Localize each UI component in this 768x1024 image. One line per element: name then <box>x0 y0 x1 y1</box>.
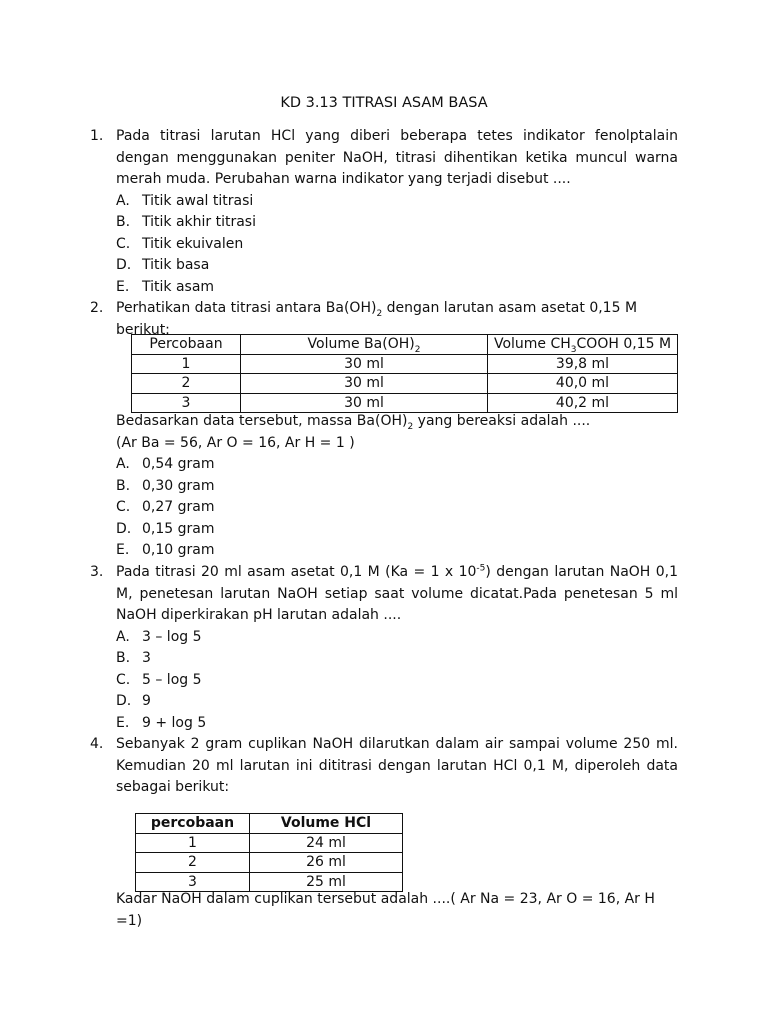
question-number: 1. <box>90 128 104 144</box>
table-row: 3 30 ml 40,2 ml <box>132 393 678 413</box>
question-1 <box>90 126 678 298</box>
table-row: 1 30 ml 39,8 ml <box>132 354 678 374</box>
table-header: percobaan <box>136 814 250 834</box>
option-a: A. 0,54 gram <box>116 456 215 472</box>
question-4 <box>90 734 678 799</box>
question-text: Sebanyak 2 gram cuplikan NaOH dilarutkan dalam air sampai volume 250 ml. Kemudian 20 ml larutan ini dititrasi dengan larutan HCl 0,1 M, diperoleh data sebagai berikut: <box>116 736 678 795</box>
option-b: B. 3 <box>116 650 151 666</box>
titration-table-2 <box>135 813 403 892</box>
table-header: Volume $CH_3COOH$ 0,15 M <box>488 335 678 355</box>
table-header: Percobaan <box>132 335 241 355</box>
question-text: Kadar NaOH dalam cuplikan tersebut adalah ....( Ar Na = 23, Ar O = 16, Ar H =1) <box>116 891 655 929</box>
table-header: Volume HCl <box>250 814 403 834</box>
option-d: D. Titik basa <box>116 257 210 273</box>
table-row: 1 24 ml <box>136 833 403 853</box>
option-b: B. Titik akhir titrasi <box>116 214 256 230</box>
table-row: 2 26 ml <box>136 853 403 873</box>
table-row: 2 30 ml 40,0 ml <box>132 374 678 394</box>
question-text: Bedasarkan data tersebut, massa $Ba(OH)_2$ yang bereaksi adalah .... <box>116 413 591 432</box>
question-text: Perhatikan data titrasi antara $Ba(OH)_2$ dengan larutan asam asetat 0,15 M berikut: <box>116 300 638 338</box>
option-a: A. Titik awal titrasi <box>116 192 254 209</box>
option-b: B. 0,30 gram <box>116 477 215 494</box>
option-e: E. Titik asam <box>116 278 215 295</box>
question-number: 2. <box>90 300 104 316</box>
option-c: C. 0,27 gram <box>116 499 215 515</box>
option-c: C. Titik ekuivalen <box>116 235 244 252</box>
table-header: Volume $Ba(OH)_2$ <box>241 335 488 355</box>
option-d: D. 9 <box>116 693 151 709</box>
question-number: 3. <box>90 564 104 580</box>
question-2-continued <box>90 411 678 562</box>
table-row: 3 25 ml <box>136 872 403 892</box>
question-number: 4. <box>90 736 104 752</box>
titration-table-1 <box>131 334 678 413</box>
option-a: A. 3 – log 5 <box>116 628 202 645</box>
question-text: Pada titrasi larutan HCl yang diberi beberapa tetes indikator fenolptalain dengan menggunakan peniter NaOH, titrasi dihentikan ketika muncul warna merah muda. Perubahan warna indikator yang terjadi disebut .... <box>116 128 678 187</box>
option-e: E. 9 + log 5 <box>116 714 207 731</box>
document-title: KD 3.13 TITRASI ASAM BASA <box>280 95 488 111</box>
atomic-mass-note: (Ar Ba = 56, Ar O = 16, Ar H = 1 ) <box>116 434 355 451</box>
option-d: D. 0,15 gram <box>116 520 215 537</box>
option-c: C. 5 – log 5 <box>116 671 202 688</box>
question-4-continued <box>90 889 678 932</box>
question-text: Pada titrasi 20 ml asam asetat 0,1 M (Ka = 1 x $10^{-5}$) dengan larutan NaOH 0,1 M, penetesan larutan NaOH setiap saat volume dicatat.Pada penetesan 5 ml NaOH diperkirakan pH larutan adalah .... <box>116 563 678 623</box>
option-e: E. 0,10 gram <box>116 542 215 558</box>
question-3 <box>90 562 678 734</box>
